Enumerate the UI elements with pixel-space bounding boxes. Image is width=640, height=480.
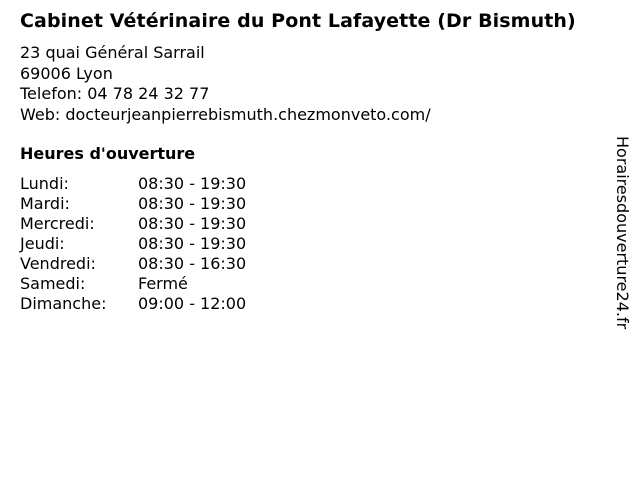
day-label: Mardi: (20, 194, 70, 213)
hours-row-friday (20, 254, 246, 274)
city-postal: 69006 Lyon (20, 63, 113, 83)
website-line: Web: docteurjeanpierrebismuth.chezmonveto.com/ (20, 104, 431, 124)
hours-row-saturday (20, 274, 246, 294)
time-value: 08:30 - 19:30 (138, 174, 247, 193)
hours-row-thursday (20, 234, 246, 254)
hours-heading: Heures d'ouverture (20, 144, 196, 163)
time-value: 08:30 - 19:30 (138, 214, 247, 233)
phone-line: Telefon: 04 78 24 32 77 (20, 84, 210, 103)
day-label: Vendredi: (20, 254, 96, 273)
day-label: Mercredi: (20, 214, 95, 233)
hours-row-tuesday (20, 194, 246, 214)
brand-watermark: Horairesdouverture24.fr (613, 136, 632, 330)
clinic-address-block (20, 43, 431, 125)
time-value: 08:30 - 16:30 (138, 254, 247, 273)
time-value: 09:00 - 12:00 (138, 294, 247, 313)
time-value: Fermé (138, 274, 188, 293)
hours-row-wednesday (20, 214, 246, 234)
hours-row-monday (20, 174, 246, 194)
time-value: 08:30 - 19:30 (138, 194, 247, 213)
day-label: Dimanche: (20, 294, 107, 313)
street-address: 23 quai Général Sarrail (20, 43, 205, 62)
day-label: Samedi: (20, 274, 86, 293)
hours-row-sunday (20, 294, 246, 314)
day-label: Lundi: (20, 174, 69, 193)
day-label: Jeudi: (20, 234, 65, 253)
hours-table (20, 174, 246, 314)
clinic-title: Cabinet Vétérinaire du Pont Lafayette (Dr Bismuth) (20, 10, 576, 32)
time-value: 08:30 - 19:30 (138, 234, 247, 253)
